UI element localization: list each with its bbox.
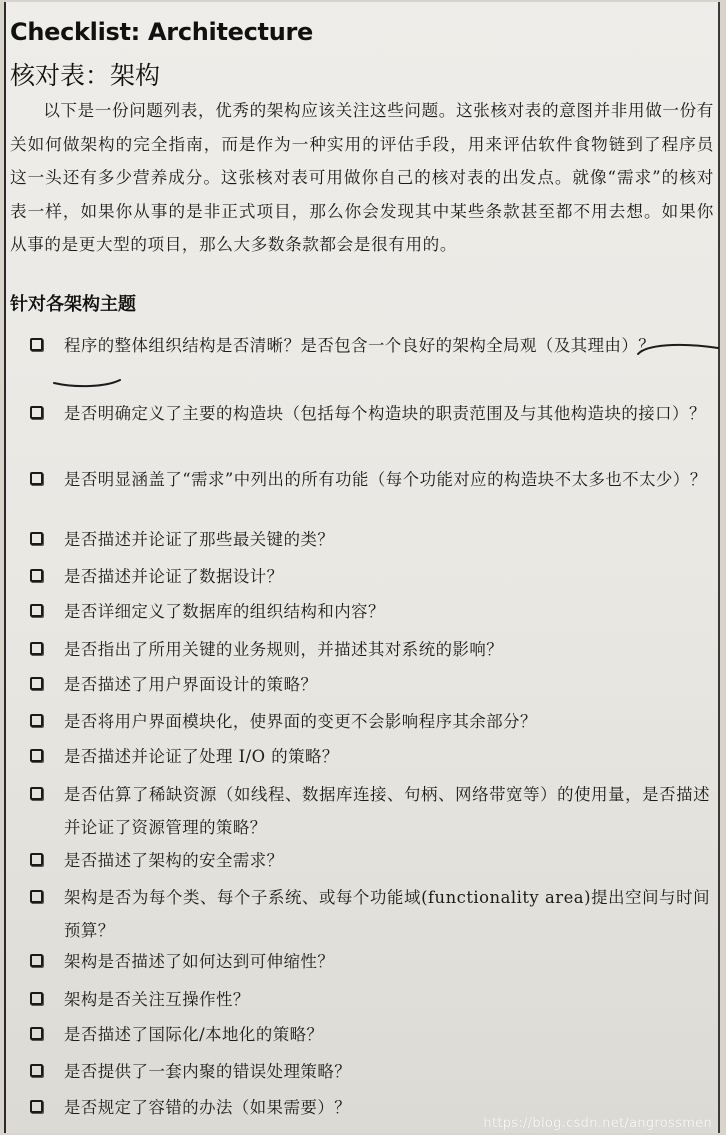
checkbox-icon[interactable] bbox=[30, 853, 43, 866]
checkbox-icon[interactable] bbox=[30, 890, 43, 903]
checklist-item-text: 是否指出了所用关键的业务规则，并描述其对系统的影响？ bbox=[64, 640, 504, 659]
checkbox-icon[interactable] bbox=[30, 992, 43, 1005]
checklist-item-text: 是否详细定义了数据库的组织结构和内容？ bbox=[64, 602, 385, 621]
checkbox-icon[interactable] bbox=[30, 714, 43, 727]
checklist-item bbox=[30, 329, 714, 362]
checkbox-icon[interactable] bbox=[30, 787, 43, 800]
checkbox-icon[interactable] bbox=[30, 532, 43, 545]
checklist-item bbox=[30, 1018, 714, 1051]
checklist-item-text: 是否明确定义了主要的构造块（包括每个构造块的职责范围及与其他构造块的接口）？ bbox=[64, 404, 706, 423]
checklist-item bbox=[30, 463, 714, 496]
checkbox-icon[interactable] bbox=[30, 338, 43, 351]
checkbox-icon[interactable] bbox=[30, 1027, 43, 1040]
checkbox-icon[interactable] bbox=[30, 472, 43, 485]
checklist-item bbox=[30, 740, 714, 773]
checklist-item bbox=[30, 945, 714, 978]
checklist-item bbox=[30, 881, 714, 947]
checklist-item bbox=[30, 595, 714, 628]
watermark-url: https://blog.csdn.net/angrossmen bbox=[483, 1116, 712, 1131]
checklist-item-text: 是否提供了一套内聚的错误处理策略？ bbox=[64, 1062, 352, 1081]
checklist-item bbox=[30, 983, 714, 1016]
checklist-item bbox=[30, 523, 714, 556]
section-title: 针对各架构主题 bbox=[10, 294, 136, 315]
checklist-item bbox=[30, 633, 714, 666]
checklist-item bbox=[30, 397, 714, 430]
checkbox-icon[interactable] bbox=[30, 1064, 43, 1077]
checklist-item-text: 是否估算了稀缺资源（如线程、数据库连接、句柄、网络带宽等）的使用量，是否描述并论证了资源管理的策略？ bbox=[64, 785, 710, 837]
checkbox-icon[interactable] bbox=[30, 677, 43, 690]
checklist-item-text: 架构是否关注互操作性？ bbox=[64, 990, 250, 1009]
checklist-item-text: 架构是否描述了如何达到可伸缩性？ bbox=[64, 952, 335, 971]
checklist-item bbox=[30, 668, 714, 701]
checklist-item-text: 是否描述并论证了处理 I/O 的策略？ bbox=[64, 747, 339, 766]
checklist-item-text: 是否描述了架构的安全需求？ bbox=[64, 851, 284, 870]
checklist-item-text: 是否明显涵盖了“需求”中列出的所有功能（每个功能对应的构造块不太多也不太少）？ bbox=[64, 470, 707, 489]
checkbox-icon[interactable] bbox=[30, 406, 43, 419]
checklist-item-text: 是否描述并论证了那些最关键的类？ bbox=[64, 530, 335, 549]
checkbox-icon[interactable] bbox=[30, 1100, 43, 1113]
checklist-item-text: 是否描述了国际化/本地化的策略？ bbox=[64, 1025, 324, 1044]
checklist-item-text: 是否规定了容错的办法（如果需要）？ bbox=[64, 1098, 352, 1117]
checkbox-icon[interactable] bbox=[30, 604, 43, 617]
checklist-item bbox=[30, 1055, 714, 1088]
book-page bbox=[4, 2, 720, 1133]
title-chinese: 核对表：架构 bbox=[10, 61, 161, 90]
checkbox-icon[interactable] bbox=[30, 642, 43, 655]
checklist-item-text: 程序的整体组织结构是否清晰？是否包含一个良好的架构全局观（及其理由）？ bbox=[64, 336, 656, 355]
checkbox-icon[interactable] bbox=[30, 954, 43, 967]
checklist-item bbox=[30, 705, 714, 738]
title-english: Checklist: Architecture bbox=[10, 18, 314, 46]
checklist-item bbox=[30, 560, 714, 593]
checklist-item-text: 是否描述并论证了数据设计？ bbox=[64, 567, 284, 586]
checklist-item-text: 是否描述了用户界面设计的策略？ bbox=[64, 675, 318, 694]
checklist-item-text: 架构是否为每个类、每个子系统、或每个功能域(functionality area)提出空间与时间预算？ bbox=[64, 888, 710, 940]
checkbox-icon[interactable] bbox=[30, 749, 43, 762]
checklist-item-text: 是否将用户界面模块化，使界面的变更不会影响程序其余部分？ bbox=[64, 712, 537, 731]
checkbox-icon[interactable] bbox=[30, 569, 43, 582]
checklist-item bbox=[30, 778, 714, 844]
checklist-item bbox=[30, 844, 714, 877]
intro-paragraph: 以下是一份问题列表，优秀的架构应该关注这些问题。这张核对表的意图并非用做一份有关如何做架构的完全指南，而是作为一种实用的评估手段，用来评估软件食物链到了程序员这一头还有多少营养成分。这张核对表可用做你自己的核对表的出发点。就像“需求”的核对表一样，如果你从事的是非正式项目，那么你会发现其中某些条款甚至都不用去想。如果你从事的是更大型的项目，那么大多数条款都会是很有用的。 bbox=[10, 101, 714, 254]
